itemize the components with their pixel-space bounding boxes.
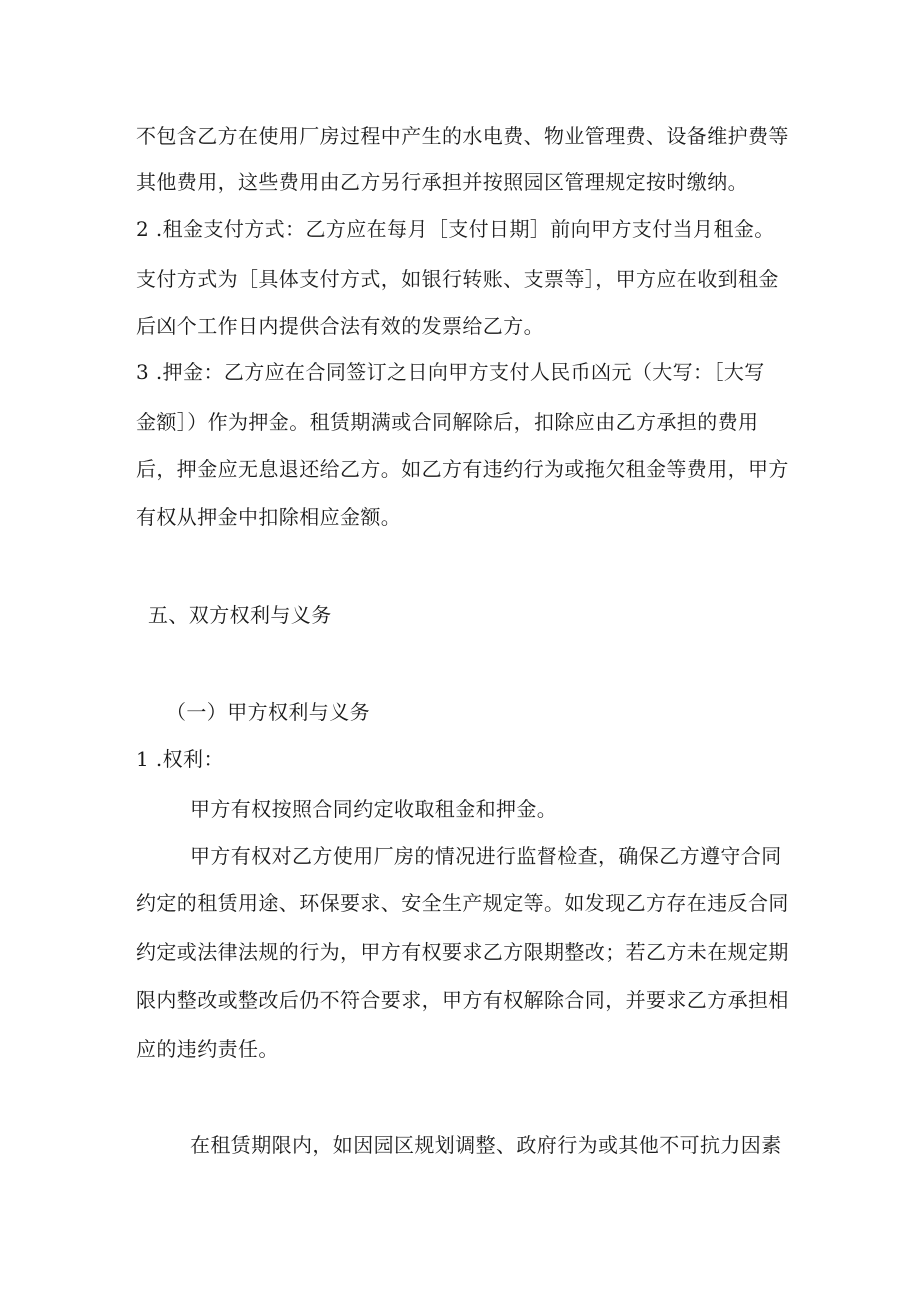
paragraph-line: 甲方有权按照合同约定收取租金和押金。 xyxy=(190,797,558,821)
paragraph-line: 金额］）作为押金。租赁期满或合同解除后，扣除应由乙方承担的费用 xyxy=(136,410,759,434)
paragraph-line: 其他费用，这些费用由乙方另行承担并按照园区管理规定按时缴纳。 xyxy=(136,170,748,194)
paragraph-line: 应的违约责任。 xyxy=(136,1037,279,1061)
paragraph-line: 在租赁期限内，如因园区规划调整、政府行为或其他不可抗力因素 xyxy=(190,1133,782,1157)
paragraph-line: 约定的租赁用途、环保要求、安全生产规定等。如发现乙方存在违反合同 xyxy=(136,891,789,915)
paragraph-line: 不包含乙方在使用厂房过程中产生的水电费、物业管理费、设备维护费等 xyxy=(136,124,789,148)
clause-3-deposit: 3 .押金：乙方应在合同签订之日向甲方支付人民币凶元（大写：［大写 xyxy=(136,360,765,384)
paragraph-line: 后，押金应无息退还给乙方。如乙方有违约行为或拖欠租金等费用，甲方 xyxy=(136,457,789,481)
paragraph-line: 约定或法律法规的行为，甲方有权要求乙方限期整改；若乙方未在规定期 xyxy=(136,940,789,964)
paragraph-line: 有权从押金中扣除相应金额。 xyxy=(136,505,402,529)
paragraph-line: 支付方式为［具体支付方式，如银行转账、支票等］，甲方应在收到租金 xyxy=(136,267,779,291)
clause-1-rights: 1 .权利： xyxy=(136,747,224,771)
section-heading-rights-obligations: 五、双方权利与义务 xyxy=(148,603,332,627)
paragraph-line: 限内整改或整改后仍不符合要求，甲方有权解除合同，并要求乙方承担相 xyxy=(136,988,789,1012)
paragraph-line: 后凶个工作日内提供合法有效的发票给乙方。 xyxy=(136,314,544,338)
clause-2-rent-payment: 2 .租金支付方式：乙方应在每月［支付日期］前向甲方支付当月租金。 xyxy=(136,217,775,241)
subsection-heading-party-a: （一）甲方权利与义务 xyxy=(166,700,370,724)
paragraph-line: 甲方有权对乙方使用厂房的情况进行监督检查，确保乙方遵守合同 xyxy=(190,844,782,868)
